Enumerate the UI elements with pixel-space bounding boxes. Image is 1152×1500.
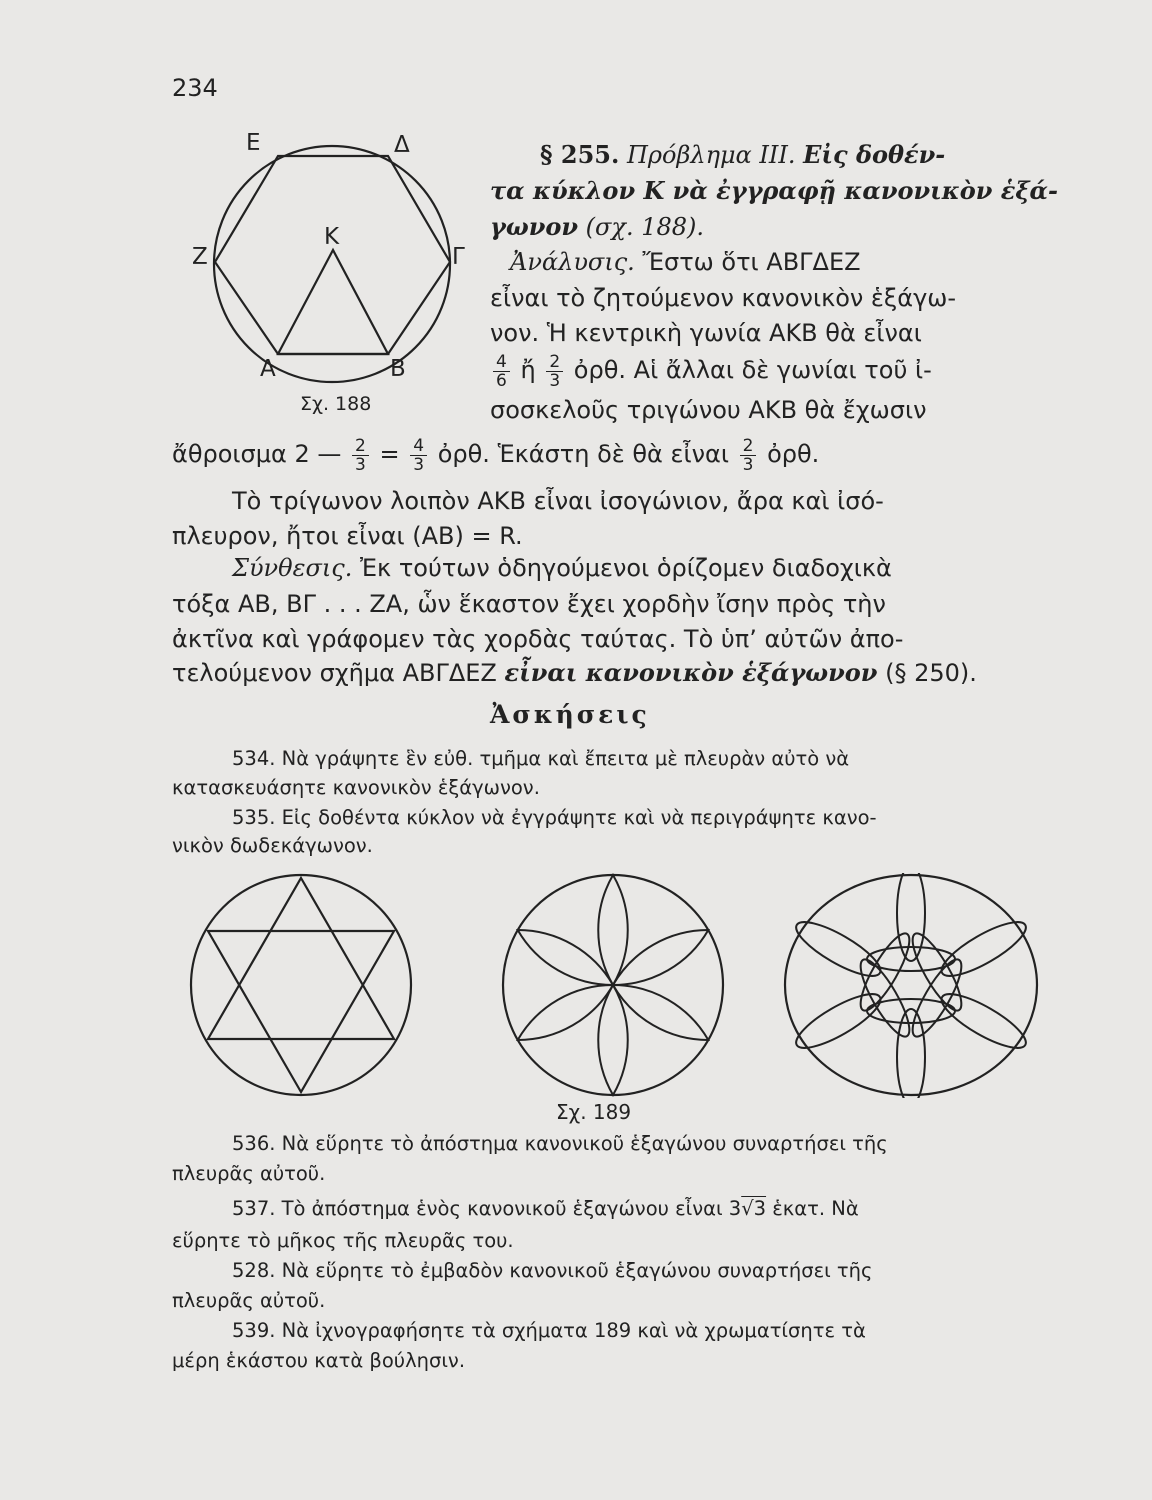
analysis-text-3: νον. Ἡ κεντρικὴ γωνία ΑΚΒ θὰ εἶναι xyxy=(490,319,922,347)
synthesis-text-4b: εἶναι κανονικὸν ἑξάγωνον xyxy=(504,658,878,687)
analysis-right: ὀρθ. xyxy=(767,440,820,468)
analysis-line4 xyxy=(490,352,932,390)
page-number: 234 xyxy=(172,74,218,102)
lens-shape xyxy=(935,985,1032,1057)
synthesis-text-2: τόξα ΑΒ, ΒΓ . . . ΖΑ, ὧν ἕκαστον ἔχει χορδὴν ἴσην πρὸς τὴν xyxy=(172,590,886,618)
problem-title: Πρόβλημα ΙΙΙ. xyxy=(627,141,796,169)
fraction-four-thirds: $\frac{4}{3}$ xyxy=(410,437,427,474)
exercise-537-line1 xyxy=(232,1195,859,1222)
figure-188-caption: Σχ. 188 xyxy=(300,393,372,415)
analysis-each: ὀρθ. Ἑκάστη δὲ θὰ εἶναι xyxy=(437,440,729,468)
analysis-text-4: ὀρθ. Αἱ ἄλλαι δὲ γωνίαι τοῦ ἰ- xyxy=(573,356,932,384)
exercise-539-line2: μέρη ἑκάστου κατὰ βούλησιν. xyxy=(172,1349,466,1372)
exercise-528-line2: πλευρᾶς αὐτοῦ. xyxy=(172,1289,326,1312)
label-B: Β xyxy=(390,356,406,382)
label-E: Ε xyxy=(246,130,261,156)
exercise-537-line2: εὕρητε τὸ μῆκος τῆς πλευρᾶς του. xyxy=(172,1229,514,1252)
figure-189-rosette xyxy=(503,875,723,1095)
fraction-two-thirds-a: $\frac{2}{3}$ xyxy=(546,353,563,390)
lens-shape xyxy=(790,985,887,1057)
exercise-537-root: √3 xyxy=(741,1197,767,1220)
analysis-text-1: Ἔστω ὅτι ΑΒΓΔΕΖ xyxy=(642,248,861,276)
synthesis-text-4c: (§ 250). xyxy=(885,659,977,687)
exercise-536-line1: 536. Νὰ εὕρητε τὸ ἀπόστημα κανονικοῦ ἑξαγώνου συναρτήσει τῆς xyxy=(232,1132,888,1155)
exercise-535-line2: νικὸν δωδεκάγωνον. xyxy=(172,834,373,857)
fraction-two-thirds-b: $\frac{2}{3}$ xyxy=(352,437,369,474)
label-D: Δ xyxy=(394,132,410,158)
problem-statement-3: γωνον xyxy=(490,212,579,241)
analysis-line6 xyxy=(172,436,819,474)
section-title-line1 xyxy=(540,137,945,173)
section-number: § 255. xyxy=(540,140,620,169)
fraction-two-thirds-c: $\frac{2}{3}$ xyxy=(740,437,757,474)
synthesis-text-4a: τελούμενον σχῆμα ΑΒΓΔΕΖ xyxy=(172,659,497,687)
lens-shape xyxy=(935,913,1032,985)
figure-188-hexagon xyxy=(190,130,480,400)
label-A: Α xyxy=(260,356,276,382)
exercises-heading: Ἀσκήσεις xyxy=(490,700,650,729)
exercise-528-line1: 528. Νὰ εὕρητε τὸ ἐμβαδὸν κανονικοῦ ἑξαγώνου συναρτήσει τῆς xyxy=(232,1259,873,1282)
exercise-536-line2: πλευρᾶς αὐτοῦ. xyxy=(172,1162,326,1185)
exercise-539-line1: 539. Νὰ ἰχνογραφήσητε τὰ σχήματα 189 καὶ νὰ χρωματίσητε τὰ xyxy=(232,1319,866,1342)
label-K: Κ xyxy=(324,224,340,250)
synthesis-title: Σύνθεσις. xyxy=(232,554,353,582)
figure-189-caption: Σχ. 189 xyxy=(556,1100,632,1124)
conclusion-line1: Τὸ τρίγωνον λοιπὸν ΑΚΒ εἶναι ἰσογώνιον, ἄρα καὶ ἰσό- xyxy=(232,487,884,515)
exercise-534-line1: 534. Νὰ γράψητε ἓν εὐθ. τμῆμα καὶ ἔπειτα μὲ πλευρὰν αὐτὸ νὰ xyxy=(232,747,850,770)
analysis-text-5: σοσκελοῦς τριγώνου ΑΚΒ θὰ ἔχωσιν xyxy=(490,396,927,424)
figure-reference: (σχ. 188). xyxy=(585,213,705,241)
analysis-equals: = xyxy=(379,440,400,468)
synthesis-line1 xyxy=(232,550,892,586)
section-title-line3 xyxy=(490,209,704,245)
analysis-or: ἤ xyxy=(520,356,536,384)
label-Z: Ζ xyxy=(192,244,208,270)
label-G: Γ xyxy=(452,244,465,270)
lens-shape xyxy=(790,913,887,985)
problem-statement-2: τα κύκλον Κ νὰ ἐγγραφῇ κανονικὸν ἑξά- xyxy=(490,176,1058,205)
analysis-sum: ἄθροισμα 2 — xyxy=(172,440,342,468)
exercise-535-line1: 535. Εἰς δοθέντα κύκλον νὰ ἐγγράψητε καὶ νὰ περιγράψητε κανο- xyxy=(232,806,877,829)
fraction-four-sixths: $\frac{4}{6}$ xyxy=(493,353,510,390)
synthesis-text-1: Ἐκ τούτων ὁδηγούμενοι ὁρίζομεν διαδοχικὰ xyxy=(359,554,892,582)
analysis-title: Ἀνάλυσις. xyxy=(510,248,635,276)
problem-statement-1: Εἰς δοθέν- xyxy=(803,140,946,169)
figure-189 xyxy=(188,873,1078,1098)
synthesis-line4 xyxy=(172,655,977,691)
figure-189-star xyxy=(191,875,411,1095)
exercise-534-line2: κατασκευάσητε κανονικὸν ἑξάγωνον. xyxy=(172,776,540,799)
exercise-537-text-a: 537. Τὸ ἀπόστημα ἑνὸς κανονικοῦ ἑξαγώνου εἶναι 3 xyxy=(232,1197,742,1220)
analysis-line1 xyxy=(510,244,861,280)
figure-189-lens-pattern xyxy=(785,873,1037,1098)
conclusion-line2: πλευρον, ἤτοι εἶναι (ΑΒ) = R. xyxy=(172,522,523,550)
exercise-537-text-b: ἑκατ. Νὰ xyxy=(772,1197,859,1220)
analysis-text-2: εἶναι τὸ ζητούμενον κανονικὸν ἑξάγω- xyxy=(490,284,957,312)
synthesis-text-3: ἀκτῖνα καὶ γράφομεν τὰς χορδὰς ταύτας. Τὸ ὑπ’ αὐτῶν ἀπο- xyxy=(172,625,904,653)
